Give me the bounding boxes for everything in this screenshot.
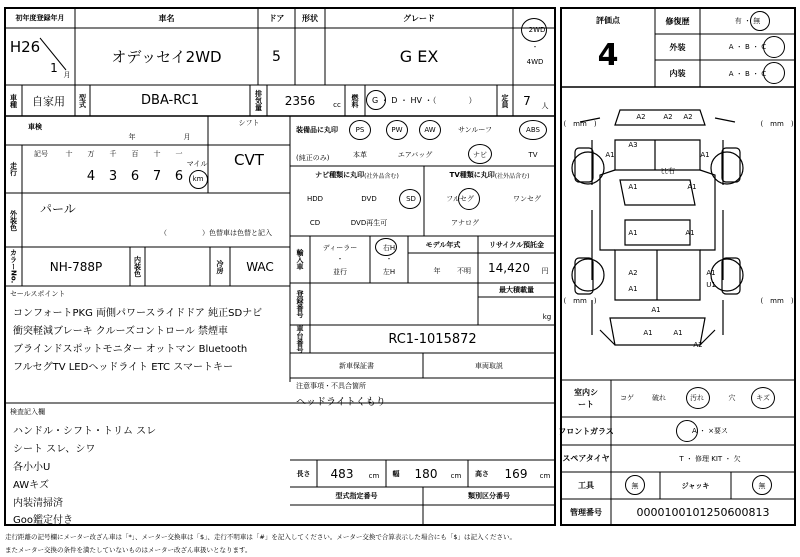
damage-mark: A1	[706, 269, 716, 277]
displacement-label: 排気量	[254, 90, 263, 111]
equip-sunroof: サンルーフ	[457, 126, 493, 134]
shift-label: シフト	[238, 119, 260, 127]
mileage-digit: 3	[108, 168, 118, 184]
car-name: オデッセイ2WD	[111, 48, 222, 66]
grade-label: グレード	[403, 13, 435, 23]
tv-fullseg: フルセグ	[446, 195, 474, 203]
repair-history-value: 有 ・ 無	[734, 17, 761, 25]
mileage-col-ichi: 一	[175, 150, 183, 158]
navi-type-label: ナビ種類に丸印 (社外品含む)	[315, 171, 399, 180]
max-load-unit: kg	[542, 313, 552, 321]
model-label: 型式	[78, 93, 87, 108]
inspector-line: 内装清掃済	[13, 497, 63, 509]
sales-line: 衝突軽減ブレーキ クルーズコントロール 禁煙車	[13, 325, 228, 337]
score-value: 4	[597, 37, 619, 73]
score-label: 評価点	[596, 15, 620, 25]
grade-value: G EX	[399, 47, 439, 66]
spare-tire-value: T ・ 修理 KIT ・ 欠	[679, 454, 741, 463]
inspector-line: Goo鑑定付き	[13, 514, 73, 526]
sales-line: コンフォートPKG 両側パワースライドドア 純正SDナビ	[13, 307, 263, 319]
tools-label: 工具	[578, 481, 594, 490]
fuel-options: G ・ D ・ HV ・（ ）	[372, 96, 477, 105]
inspector-line: AWキズ	[13, 479, 49, 491]
circle-ps	[349, 120, 371, 140]
interior-grade-label: 内装	[669, 69, 686, 78]
caution-text: ヘッドライトくもり	[296, 396, 386, 408]
tire-mm-fr: ( mm )	[760, 120, 794, 128]
repair-history-label: 修復歴	[665, 16, 690, 26]
import-parallel: 並行	[333, 268, 347, 276]
circle-fullseg	[458, 188, 480, 210]
circle-sd	[399, 189, 421, 209]
inspector-line: ハンドル・シフト・トリム スレ	[13, 425, 157, 437]
inspector-line: シート スレ、シワ	[13, 443, 96, 455]
width-label: 幅	[392, 469, 400, 478]
sales-line: フルセグTV LEDヘッドライト ETC スマートキー	[13, 361, 233, 373]
windshield-value: A ・ ×要ス	[691, 427, 729, 435]
seat-stain: 汚れ	[690, 394, 704, 402]
fuel-label: 燃料	[351, 93, 359, 108]
navi-dvd: DVD	[361, 195, 377, 203]
mileage-digit: 7	[152, 168, 162, 184]
interior-grade-value: A ・ B ・ C	[728, 69, 767, 78]
inspection-label: 車検	[28, 123, 42, 131]
shift-value: CVT	[234, 151, 264, 169]
model-value: DBA-RC1	[141, 93, 199, 108]
model-year-label: モデル年式	[425, 240, 461, 249]
import-dot: ・	[336, 255, 344, 263]
height-unit: cm	[539, 472, 551, 480]
ac-value: WAC	[246, 259, 274, 274]
spare-tire-label: スペアタイヤ	[562, 454, 610, 463]
tools-value: 無	[631, 481, 639, 490]
mileage-col-man: 万	[87, 150, 95, 158]
height-label: 高さ	[475, 469, 489, 478]
damage-mark: A1	[628, 183, 638, 191]
damage-mark: A1	[643, 329, 653, 337]
damage-mark: A1	[628, 229, 638, 237]
tv-type-label: TV種類に丸印 (社外品含む)	[449, 171, 530, 180]
max-load-label: 最大積載量	[499, 286, 534, 294]
model-year-unknown: 不明	[457, 267, 471, 275]
tire-mm-rl: ( mm )	[563, 297, 597, 305]
car-name-label: 車名	[158, 13, 175, 23]
interior-color-label: 内装色	[133, 256, 142, 277]
damage-mark: A1	[628, 285, 638, 293]
import-dot2: ・	[385, 255, 393, 263]
import-dealer: ディーラー	[322, 244, 358, 252]
damage-mark: A2	[663, 113, 673, 121]
reg-no-label: 登録番号	[296, 290, 304, 318]
damage-mark: A1	[673, 329, 683, 337]
class-number-label: 類別区分番号	[468, 492, 510, 500]
new-car-warranty: 新車保証書	[339, 361, 374, 370]
exterior-grade-label: 外装	[669, 42, 686, 52]
circle-2wd-mark	[521, 18, 547, 42]
first-reg-label: 初年度登録年月	[15, 14, 65, 22]
sales-points-label: セールスポイント	[10, 290, 66, 298]
type-designation-label: 型式指定番号	[335, 492, 378, 500]
equipment-sub: (純正のみ)	[296, 154, 330, 162]
seat-scratch: キズ	[756, 394, 770, 402]
circle-seat-scratch	[751, 387, 775, 409]
tire-mm-rr: ( mm )	[760, 297, 794, 305]
length-unit: cm	[368, 472, 380, 480]
mileage-sign-label: 記号	[34, 150, 48, 158]
inspector-notes-label: 検査記入欄	[10, 408, 45, 416]
color-no-value: NH-788P	[49, 259, 103, 274]
damage-mark: A3	[628, 141, 638, 149]
damage-mark: A1	[700, 151, 710, 159]
capacity-unit: 人	[541, 102, 549, 110]
shape-label: 形状	[302, 13, 318, 23]
seat-burn: コゲ	[620, 394, 634, 402]
width-value: 180	[414, 466, 438, 481]
circle-windshield-a	[676, 420, 698, 442]
equip-navi: ナビ	[473, 151, 487, 159]
circle-fuel-g	[366, 90, 386, 110]
mile-label: マイル	[186, 160, 208, 168]
equip-abs: ABS	[526, 126, 540, 134]
drive-2wd: 2WD	[528, 26, 546, 34]
caution-label: 注意事項・不具合箇所	[296, 382, 366, 390]
exterior-color-value: パール	[40, 201, 76, 216]
door-label: ドア	[268, 13, 285, 23]
jack-value: 無	[758, 481, 766, 490]
recycle-unit: 円	[541, 267, 549, 275]
damage-mark: A2	[636, 113, 646, 121]
jack-label: ジャッキ	[681, 481, 710, 490]
mileage-col-sen: 千	[109, 150, 117, 158]
damage-mark: A2	[693, 341, 703, 349]
color-change-note: （ ）色替車は色替と記入	[160, 229, 272, 237]
chassis-value: RC1-1015872	[388, 331, 477, 347]
footer-note-1: 走行距離の記号欄にメーター改ざん車は「*」、メーター交換車は「$」、走行不明車は「#」を記入してください。メーター交換で合算表示した場合にも「$」は記入ください。	[5, 532, 516, 541]
length-label: 長さ	[296, 469, 311, 478]
seat-hole: 穴	[728, 394, 736, 402]
equipment-label: 装備品に丸印	[296, 126, 338, 134]
inspection-year: 年	[128, 133, 136, 141]
circle-jack-none	[752, 475, 772, 495]
circle-aw	[419, 120, 441, 140]
damage-mark: A1	[605, 151, 615, 159]
circle-navi	[468, 144, 492, 164]
inspector-notes	[5, 418, 290, 526]
tv-analog: アナログ	[451, 219, 479, 227]
km-unit: km	[192, 175, 204, 183]
sales-points	[5, 300, 290, 380]
equip-aw: AW	[424, 126, 436, 134]
chassis-label: 車台番号	[296, 325, 304, 353]
damage-mark: A1	[651, 306, 661, 314]
import-label: 輸入車	[296, 249, 304, 270]
circle-seat-stain	[686, 387, 710, 409]
circle-km-mark	[189, 170, 208, 189]
door-count: 5	[272, 48, 281, 65]
mileage-digit: 6	[174, 168, 184, 184]
sales-line: ブラインドスポットモニター オットマン Bluetooth	[13, 343, 248, 355]
mileage-col-ten-thousand: 十	[65, 150, 73, 158]
damage-mark: ﾋﾋ右	[661, 167, 675, 175]
circle-abs	[519, 120, 547, 140]
import-right-hand: 右H	[382, 244, 396, 252]
inspector-line: 各小小U	[13, 461, 51, 473]
navi-cd: CD	[309, 219, 321, 227]
drive-4wd: 4WD	[526, 58, 544, 66]
recycle-value: 14,420	[488, 261, 530, 275]
equip-airbag: エアバッグ	[397, 151, 433, 159]
damage-mark: A1	[685, 229, 695, 237]
inspection-month: 月	[183, 133, 191, 141]
width-unit: cm	[450, 472, 462, 480]
seat-tear: 破れ	[652, 394, 666, 402]
navi-hdd: HDD	[306, 195, 324, 203]
capacity-label: 定員	[501, 93, 509, 108]
drive-dot: ・	[531, 43, 539, 51]
circle-tools-none	[625, 475, 645, 495]
exterior-color-label: 外装色	[9, 209, 18, 231]
mileage-label: 走行	[9, 162, 18, 176]
equip-tv: TV	[528, 151, 538, 159]
navi-sd: SD	[406, 195, 416, 203]
management-no-label: 管理番号	[570, 507, 602, 517]
damage-mark: A1	[687, 183, 697, 191]
length-value: 483	[330, 466, 354, 481]
seat-label: 室内シート	[574, 387, 598, 409]
equip-leather: 本革	[353, 151, 367, 159]
exterior-grade-value: A ・ B ・ C	[728, 43, 767, 51]
circle-exterior-c	[763, 36, 785, 58]
ac-label: 冷房	[216, 259, 224, 274]
tire-mm-fl: ( mm )	[563, 120, 597, 128]
mileage-digit: 6	[130, 168, 140, 184]
equip-pw: PW	[391, 126, 403, 134]
recycle-label: リサイクル預託金	[488, 240, 545, 249]
usage-label: 車種	[9, 93, 18, 108]
cc-unit: cc	[333, 101, 341, 109]
footer-note-2: またメーター交換の条件を満たしていないものはメーター改ざん車扱いとなります。	[5, 545, 252, 554]
windshield-label: フロントガラス	[558, 426, 614, 436]
mileage-digit: 4	[86, 168, 96, 184]
circle-interior-c	[763, 62, 785, 84]
model-year-year: 年	[433, 267, 441, 275]
navi-dvd-playback: DVD再生可	[350, 219, 388, 227]
capacity-value: 7	[523, 93, 531, 108]
circle-repair-none	[750, 11, 770, 31]
circle-pw	[386, 120, 408, 140]
first-reg-year: H26	[9, 38, 41, 56]
damage-mark: A2	[683, 113, 693, 121]
displacement-value: 2356	[284, 93, 316, 108]
mileage-col-ju: 十	[153, 150, 161, 158]
vehicle-manual: 車両取説	[475, 361, 503, 370]
color-no-label: カラーNo.	[9, 249, 18, 284]
equip-ps: PS	[355, 126, 365, 134]
usage-value: 自家用	[32, 94, 65, 108]
height-value: 169	[504, 466, 528, 481]
import-left-hand: 左H	[382, 268, 396, 276]
tv-oneseg: ワンセグ	[513, 195, 541, 203]
month-unit: 月	[63, 71, 71, 79]
first-reg-month: 1	[50, 61, 58, 75]
damage-mark: A2	[628, 269, 638, 277]
management-no-value: 0000100101250600813	[636, 505, 770, 519]
mileage-col-hyaku: 百	[131, 150, 139, 158]
damage-mark: U1	[706, 281, 716, 289]
